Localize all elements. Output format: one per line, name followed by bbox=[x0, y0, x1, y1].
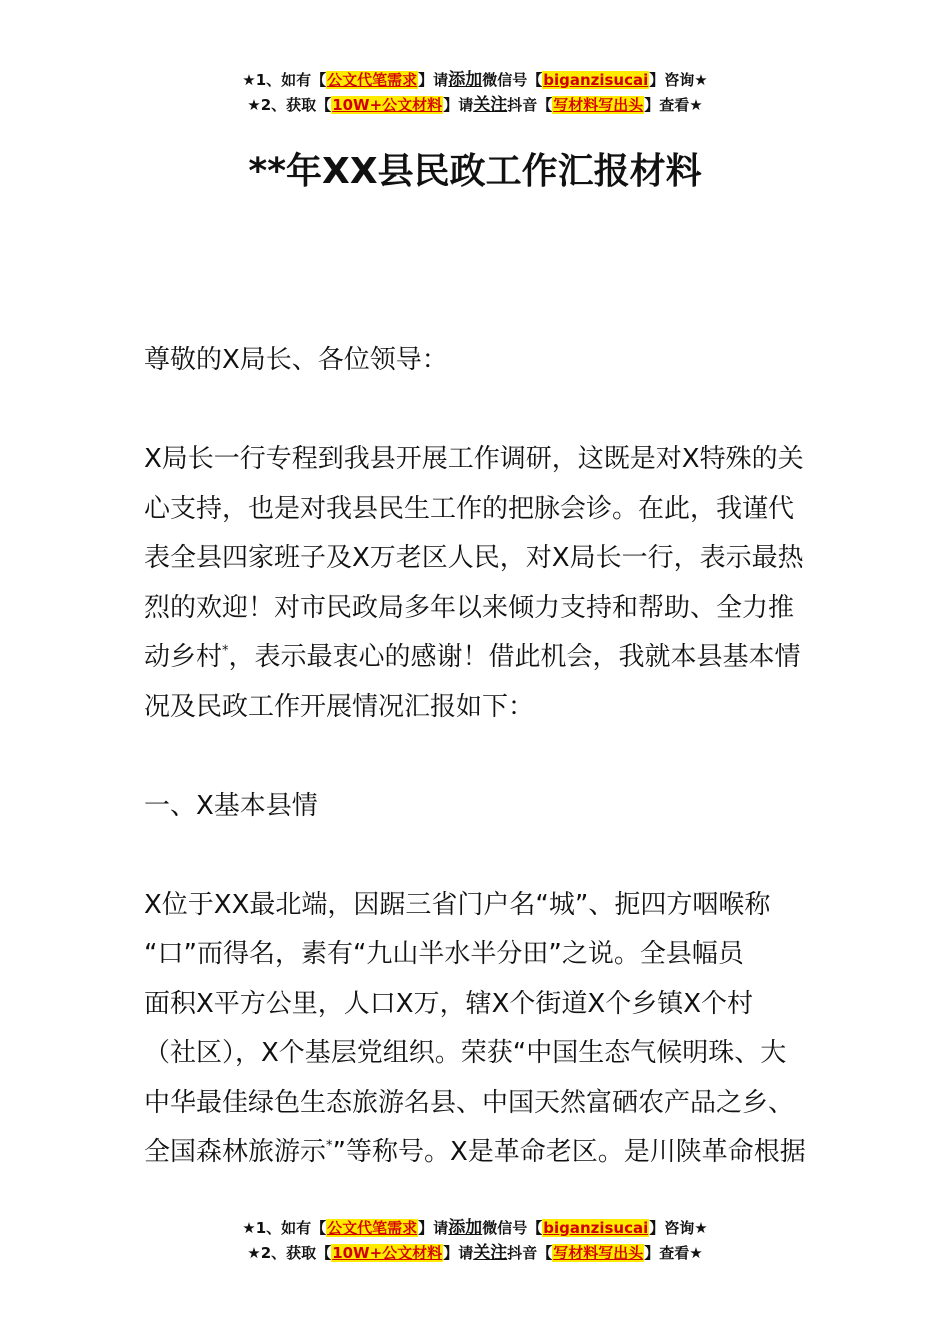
document-body bbox=[144, 336, 816, 1178]
text-line: “口”而得名，素有“九山半水半分田”之说。全县幅员 bbox=[144, 939, 744, 969]
county-overview-paragraph bbox=[144, 881, 816, 1178]
promo-text: 抖音【 bbox=[507, 96, 553, 114]
text-fragment: 动乡村 bbox=[144, 642, 223, 672]
promo-highlight-douyin: 写材料写出头 bbox=[553, 96, 644, 114]
promo-text: 】查看★ bbox=[644, 96, 703, 114]
promo-highlight-wechat: biganzisucai bbox=[543, 71, 649, 89]
text-line: X局长一行专程到我县开展工作调研，这既是对X特殊的关 bbox=[144, 444, 804, 474]
promo-highlight-materials: 10W+公文材料 bbox=[332, 1244, 443, 1262]
text-fragment: ，表示最衷心的感谢！借此机会，我就本县基本情 bbox=[228, 642, 801, 672]
intro-paragraph bbox=[144, 435, 816, 732]
promo-text: 】请 bbox=[443, 96, 474, 114]
salutation: 尊敬的X局长、各位领导： bbox=[144, 345, 448, 375]
text-line: 心支持，也是对我县民生工作的把脉会诊。在此，我谨代 bbox=[144, 493, 795, 524]
promo-text: 微信号【 bbox=[482, 71, 543, 89]
promo-text: 】请 bbox=[443, 1244, 474, 1262]
text-line bbox=[144, 633, 816, 683]
promo-highlight-service: 公文代笔需求 bbox=[327, 1219, 418, 1237]
promo-emphasis: 添加 bbox=[448, 1218, 483, 1238]
promo-line-1 bbox=[0, 68, 950, 93]
footer-promo-banner bbox=[0, 1216, 950, 1266]
promo-text: 】请 bbox=[418, 71, 449, 89]
text-line: 况及民政工作开展情况汇报如下： bbox=[144, 691, 535, 722]
text-fragment: 全国森林旅游示 bbox=[144, 1137, 327, 1167]
promo-emphasis: 关注 bbox=[473, 1243, 508, 1263]
promo-highlight-douyin: 写材料写出头 bbox=[553, 1244, 644, 1262]
promo-text: 】请 bbox=[418, 1219, 449, 1237]
document-title: **年XX县民政工作汇报材料 bbox=[248, 151, 702, 192]
promo-text: ★1、如有【 bbox=[242, 1219, 327, 1237]
promo-text: 】查看★ bbox=[644, 1244, 703, 1262]
text-line: 烈的欢迎！对市民政局多年以来倾力支持和帮助、全力推 bbox=[144, 592, 795, 623]
promo-text: ★2、获取【 bbox=[247, 96, 332, 114]
promo-line-1 bbox=[0, 1216, 950, 1241]
header-promo-banner bbox=[0, 68, 950, 118]
promo-line-2 bbox=[0, 93, 950, 118]
promo-emphasis: 添加 bbox=[448, 70, 483, 90]
promo-highlight-materials: 10W+公文材料 bbox=[332, 96, 443, 114]
text-line: 表全县四家班子及X万老区人民，对X局长一行，表示最热 bbox=[144, 543, 804, 573]
promo-text: 微信号【 bbox=[482, 1219, 543, 1237]
promo-highlight-wechat: biganzisucai bbox=[543, 1219, 649, 1237]
promo-text: 抖音【 bbox=[507, 1244, 553, 1262]
promo-text: ★2、获取【 bbox=[247, 1244, 332, 1262]
text-line: 面积X平方公里，人口X万，辖X个街道X个乡镇X个村 bbox=[144, 988, 754, 1019]
promo-highlight-service: 公文代笔需求 bbox=[327, 71, 418, 89]
text-line: （社区），X个基层党组织。荣获“中国生态气候明珠、大 bbox=[144, 1038, 787, 1068]
promo-emphasis: 关注 bbox=[473, 95, 508, 115]
text-line: 中华最佳绿色生态旅游名县、中国天然富硒农产品之乡、 bbox=[144, 1087, 795, 1118]
footnote-mark: * bbox=[222, 643, 229, 659]
section-heading: 一、X基本县情 bbox=[144, 790, 318, 821]
promo-text: ★1、如有【 bbox=[242, 71, 327, 89]
footnote-mark: * bbox=[326, 1138, 333, 1154]
promo-line-2 bbox=[0, 1241, 950, 1266]
promo-text: 】咨询★ bbox=[649, 71, 708, 89]
text-line bbox=[144, 1128, 816, 1178]
text-fragment: ”等称号。X是革命老区。是川陕革命根据 bbox=[332, 1137, 806, 1167]
promo-text: 】咨询★ bbox=[649, 1219, 708, 1237]
text-line: X位于XX最北端，因踞三省门户名“城”、扼四方咽喉称 bbox=[144, 889, 771, 920]
